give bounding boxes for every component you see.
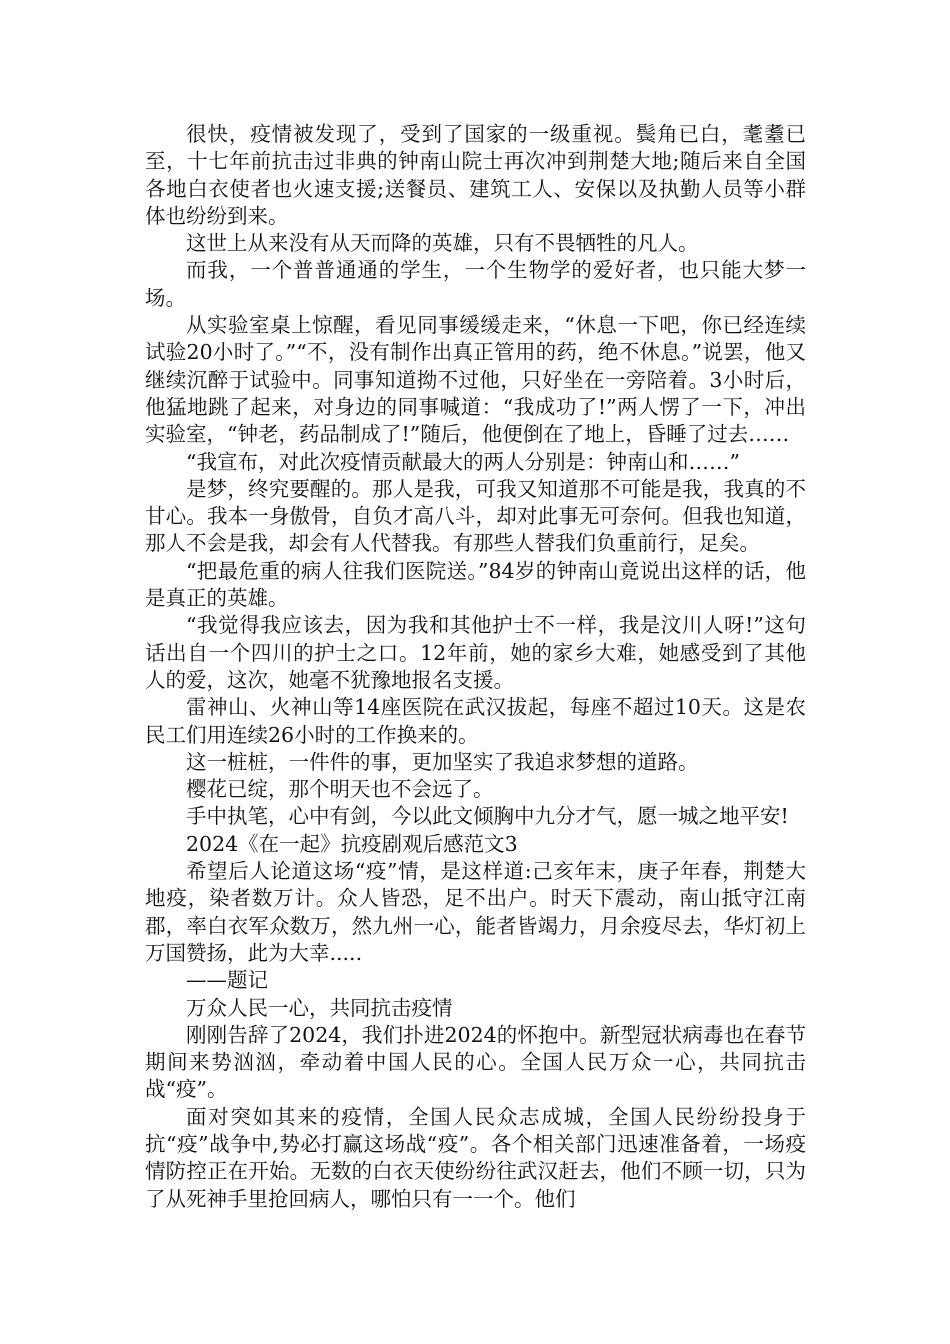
paragraph-17: 刚刚告辞了2024，我们扑进2024的怀抱中。新型冠状病毒也在春节期间来势汹汹，牵动着中国人民的心。全国人民万众一心，共同抗击战“疫”。: [145, 1022, 806, 1102]
paragraph-3: 而我，一个普普通通的学生，一个生物学的爱好者，也只能大梦一场。: [145, 258, 806, 310]
paragraph-6: 是梦，终究要醒的。那人是我，可我又知道那不可能是我，我真的不甘心。我本一身傲骨，自负才高八斗，却对此事无可奈何。但我也知道，那人不会是我，却会有人代替我。有那些人替我们负重前行，足矣。: [145, 476, 806, 556]
paragraph-9: 雷神山、火神山等14座医院在武汉拔起，每座不超过10天。这是农民工们用连续26小时的工作换来的。: [145, 695, 806, 747]
paragraph-5: “我宣布，对此次疫情贡献最大的两人分别是：钟南山和……”: [186, 449, 740, 474]
paragraph-12: 手中执笔，心中有剑，今以此文倾胸中九分才气，愿一城之地平安!: [186, 804, 789, 829]
paragraph-18: 面对突如其来的疫情，全国人民众志成城，全国人民纷纷投身于抗“疫”战争中,势必打赢这场战“疫”。各个相关部门迅速准备着，一场疫情防控正在开始。无数的白衣天使纷纷往武汉赶去，他们不顾一切，只为了从死神手里抢回病人，哪怕只有一一个。他们: [145, 1104, 806, 1211]
paragraph-10: 这一桩桩，一件件的事，更加坚实了我追求梦想的道路。: [186, 749, 699, 774]
paragraph-1: 很快，疫情被发现了，受到了国家的一级重视。鬓角已白，耄耋已至，十七年前抗击过非典的钟南山院士再次冲到荆楚大地;随后来自全国各地白衣使者也火速支援;送餐员、建筑工人、安保以及执勤人员等小群体也纷纷到来。: [145, 122, 806, 228]
subtitle: 万众人民一心，共同抗击疫情: [186, 995, 453, 1020]
paragraph-11: 樱花已绽，那个明天也不会远了。: [186, 777, 494, 802]
epigraph-attribution: ——题记: [186, 968, 268, 993]
paragraph-7: “把最危重的病人往我们医院送。”84岁的钟南山竟说出这样的话，他是真正的英雄。: [145, 558, 806, 611]
paragraph-14: 希望后人论道这场“疫”情，是这样道:己亥年末，庚子年春，荆楚大地疫，染者数万计。众人皆恐，足不出户。时天下震动，南山抵守江南郡，率白衣军众数万，然九州一心，能者皆竭力，月余疫尽去，华灯初上万国赞扬，此为大幸.....: [145, 859, 806, 965]
section-heading: 2024《在一起》抗疫剧观后感范文3: [186, 831, 518, 856]
paragraph-2: 这世上从来没有从天而降的英雄，只有不畏牺牲的凡人。: [186, 231, 699, 256]
paragraph-8: “我觉得我应该去，因为我和其他护士不一样，我是汶川人呀!”这句话出自一个四川的护士之口。12年前，她的家乡大难，她感受到了其他人的爱，这次，她毫不犹豫地报名支援。: [145, 613, 806, 692]
paragraph-4: 从实验室桌上惊醒，看见同事缓缓走来，“休息一下吧，你已经连续试验20小时了。”“不，没有制作出真正管用的药，绝不休息。”说罢，他又继续沉醉于试验中。同事知道拗不过他，只好坐在一旁陪着。3小时后，他猛地跳了起来，对身边的同事喊道：“我成功了!”两人愣了一下，冲出实验室，“钟老，药品制成了!”随后，他便倒在了地上，昏睡了过去……: [145, 313, 806, 447]
